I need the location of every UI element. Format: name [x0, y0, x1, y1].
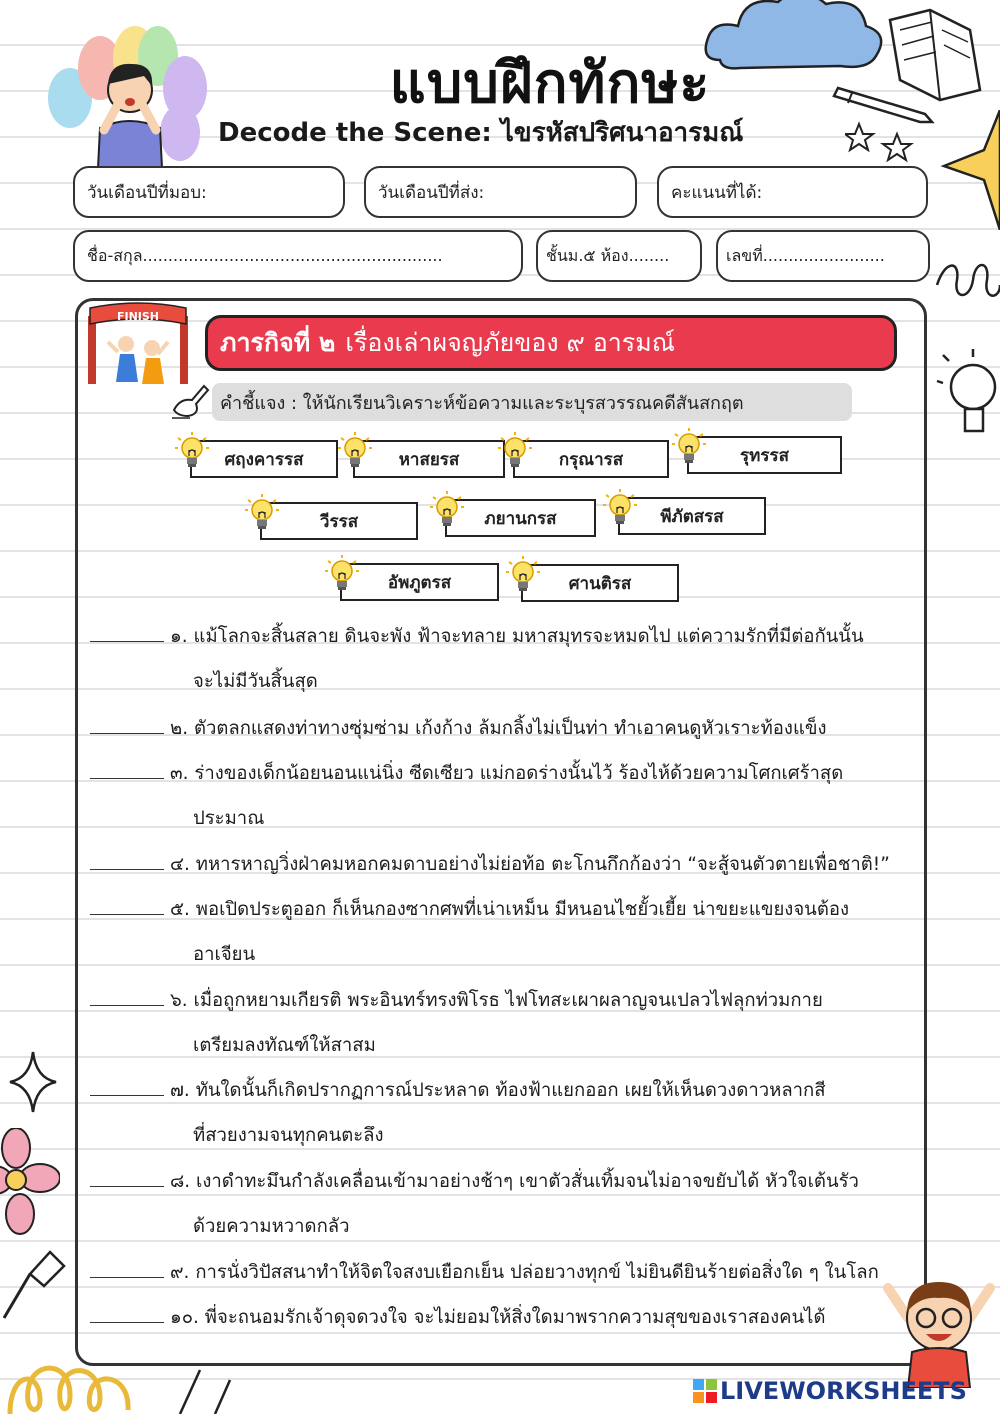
question-text: ร่างของเด็กน้อยนอนแน่นิ่ง ซีดเซียว แม่กอดร่างนั้นไว้ ร้องไห้ด้วยความโศกเศร้าสุด — [194, 763, 844, 784]
liveworksheets-logo — [692, 1377, 967, 1405]
question-number: ๘. — [170, 1171, 197, 1192]
rasa-tag[interactable] — [509, 440, 669, 478]
lightbulb-icon — [497, 430, 533, 470]
lightbulb-icon — [505, 554, 541, 594]
rasa-tag[interactable] — [349, 440, 505, 478]
submitted-date-label: วันเดือนปีที่ส่ง: — [378, 182, 485, 203]
lightbulb-icon — [324, 553, 360, 593]
question-item — [90, 1159, 930, 1249]
question-number: ๗. — [170, 1080, 196, 1101]
sparkle-icon — [8, 1050, 58, 1114]
answer-blank[interactable] — [90, 1164, 164, 1187]
instruction-text: คำชี้แจง : ให้นักเรียนวิเคราะห์ข้อความและระบุรสวรรณคดีสันสกฤต — [220, 392, 744, 414]
question-number: ๓. — [170, 763, 195, 784]
question-item — [90, 751, 930, 841]
question-text: พอเปิดประตูออก ก็เห็นกองซากศพที่เน่าเหม็น มีหนอนไชยั้วเยี้ย น่าขยะแขยงจนต้อง — [195, 899, 849, 920]
answer-blank[interactable] — [90, 619, 164, 642]
mission-title: เรื่องเล่าผจญภัยของ ๙ อารมณ์ — [345, 328, 675, 357]
name-field[interactable] — [73, 230, 523, 282]
lightbulb-icon — [671, 426, 707, 466]
rasa-tag[interactable] — [614, 497, 766, 535]
answer-blank[interactable] — [90, 847, 164, 870]
question-text: ตัวตลกแสดงท่าทางซุ่มซ่าม เก้งก้าง ล้มกลิ้งไม่เป็นท่า ทำเอาคนดูหัวเราะท้องแข็ง — [193, 718, 827, 739]
rasa-tag-label: หาสยรส — [353, 440, 505, 478]
spiral-decoration — [935, 255, 1000, 315]
star-outline-icon — [845, 120, 915, 170]
assigned-date-field[interactable] — [73, 166, 345, 218]
lightbulb-icon — [935, 345, 1000, 450]
rasa-tag[interactable] — [186, 440, 338, 478]
question-item — [90, 842, 930, 887]
question-text-continued: เตรียมลงทัณฑ์ให้สาสม — [193, 1035, 376, 1056]
question-number: ๑๐. — [170, 1307, 205, 1328]
question-number: ๒. — [170, 718, 194, 739]
question-text: การนั่งวิปัสสนาทำให้จิตใจสงบเยือกเย็น ปล่อยวางทุกข์ ไม่ยินดียินร้ายต่อสิ่งใด ๆ ในโลก — [195, 1262, 879, 1283]
question-number: ๔. — [170, 854, 196, 875]
question-text-continued: ประมาณ — [193, 808, 265, 829]
finish-line-illustration — [86, 302, 190, 386]
rasa-tag-label: อัพภูตรส — [340, 563, 499, 601]
question-number: ๑. — [170, 626, 194, 647]
question-text: พี่จะถนอมรักเจ้าดุจดวงใจ จะไม่ยอมให้สิ่งใดมาพรากความสุขของเราสองคนได้ — [204, 1307, 826, 1328]
writing-hand-icon — [170, 380, 212, 420]
question-item — [90, 887, 930, 977]
cheering-kid-illustration — [878, 1268, 1000, 1388]
submitted-date-field[interactable] — [364, 166, 637, 218]
rasa-tag[interactable] — [256, 502, 418, 540]
rasa-tag[interactable] — [336, 563, 499, 601]
answer-blank[interactable] — [90, 1073, 164, 1096]
question-text: เงาดำทะมึนกำลังเคลื่อนเข้ามาอย่างช้าๆ เขาตัวสั่นเทิ้มจนไม่อาจขยับได้ หัวใจเต้นรัว — [196, 1171, 859, 1192]
question-text-continued: ด้วยความหวาดกลัว — [193, 1216, 350, 1237]
emotions-kid-illustration — [40, 18, 215, 168]
lightbulb-icon — [602, 487, 638, 527]
question-item — [90, 1250, 930, 1295]
question-number: ๙. — [170, 1262, 196, 1283]
question-item — [90, 1295, 930, 1340]
question-item — [90, 706, 930, 751]
score-field[interactable] — [657, 166, 928, 218]
rasa-tag-label: พีภัตสรส — [618, 497, 766, 535]
worksheet-title: แบบฝึกทักษะ — [389, 51, 711, 116]
answer-blank[interactable] — [90, 711, 164, 734]
big-star-icon — [940, 110, 1000, 230]
rasa-tag[interactable] — [441, 499, 596, 537]
rasa-tag-label: ศฤงคารรส — [190, 440, 338, 478]
rasa-tag[interactable] — [517, 564, 679, 602]
answer-blank[interactable] — [90, 1300, 164, 1323]
grade-field[interactable] — [536, 230, 702, 282]
answer-blank[interactable] — [90, 983, 164, 1006]
question-item — [90, 614, 930, 704]
rasa-tag[interactable] — [683, 436, 842, 474]
assigned-date-label: วันเดือนปีที่มอบ: — [87, 182, 207, 203]
question-text-continued: จะไม่มีวันสิ้นสุด — [193, 671, 318, 692]
question-text: ทหารหาญวิ่งฝ่าคมหอกคมดาบอย่างไม่ย่อท้อ ตะโกนกึกก้องว่า “จะสู้จนตัวตายเพื่อชาติ!” — [195, 854, 890, 875]
rasa-tag-label: ภยานกรส — [445, 499, 596, 537]
mission-banner — [205, 315, 897, 371]
lightbulb-icon — [337, 430, 373, 470]
pushpin-icon — [0, 1248, 70, 1338]
worksheet-subtitle: Decode the Scene: ไขรหัสปริศนาอารมณ์ — [218, 118, 744, 148]
rasa-tag-label: รุทรรส — [687, 436, 842, 474]
question-text: ทันใดนั้นก็เกิดปรากฏการณ์ประหลาด ท้องฟ้าแยกออก เผยให้เห็นดวงดาวหลากสี — [195, 1080, 826, 1101]
rasa-tag-label: กรุณารส — [513, 440, 669, 478]
rasa-tag-label: ศานติรส — [521, 564, 679, 602]
instruction-box — [212, 383, 852, 421]
number-field[interactable] — [716, 230, 930, 282]
question-text: เมื่อถูกหยามเกียรติ พระอินทร์ทรงพิโรธ ไฟโทสะเผาผลาญจนเปลวไฟลุกท่วมกาย — [193, 990, 823, 1011]
flower-icon — [0, 1128, 60, 1238]
mission-label: ภารกิจที่ ๒ — [220, 328, 336, 357]
question-text: แม้โลกจะสิ้นสลาย ดินจะพัง ฟ้าจะทลาย มหาสมุทรจะหมดไป แต่ความรักที่มีต่อกันนั้น — [193, 626, 864, 647]
lightbulb-icon — [174, 430, 210, 470]
lightbulb-icon — [429, 489, 465, 529]
question-number: ๖. — [170, 990, 194, 1011]
logo-text: LIVEWORKSHEETS — [720, 1377, 967, 1405]
liveworksheets-logo-icon — [692, 1378, 718, 1404]
finish-text: FINISH — [116, 310, 160, 323]
question-item — [90, 1068, 930, 1158]
answer-blank[interactable] — [90, 892, 164, 915]
number-label: เลขที่........................ — [726, 245, 885, 265]
question-number: ๕. — [170, 899, 196, 920]
answer-blank[interactable] — [90, 756, 164, 779]
name-label: ชื่อ-สกุล........................................................... — [87, 245, 443, 265]
question-text-continued: ที่สวยงามจนทุกคนตะลึง — [193, 1125, 384, 1146]
lightbulb-icon — [244, 492, 280, 532]
grade-label: ชั้นม.๕ ห้อง........ — [546, 245, 670, 265]
question-text-continued: อาเจียน — [193, 944, 256, 965]
answer-blank[interactable] — [90, 1255, 164, 1278]
rasa-tag-label: วีรรส — [260, 502, 418, 540]
question-item — [90, 978, 930, 1068]
score-label: คะแนนที่ได้: — [671, 182, 763, 203]
